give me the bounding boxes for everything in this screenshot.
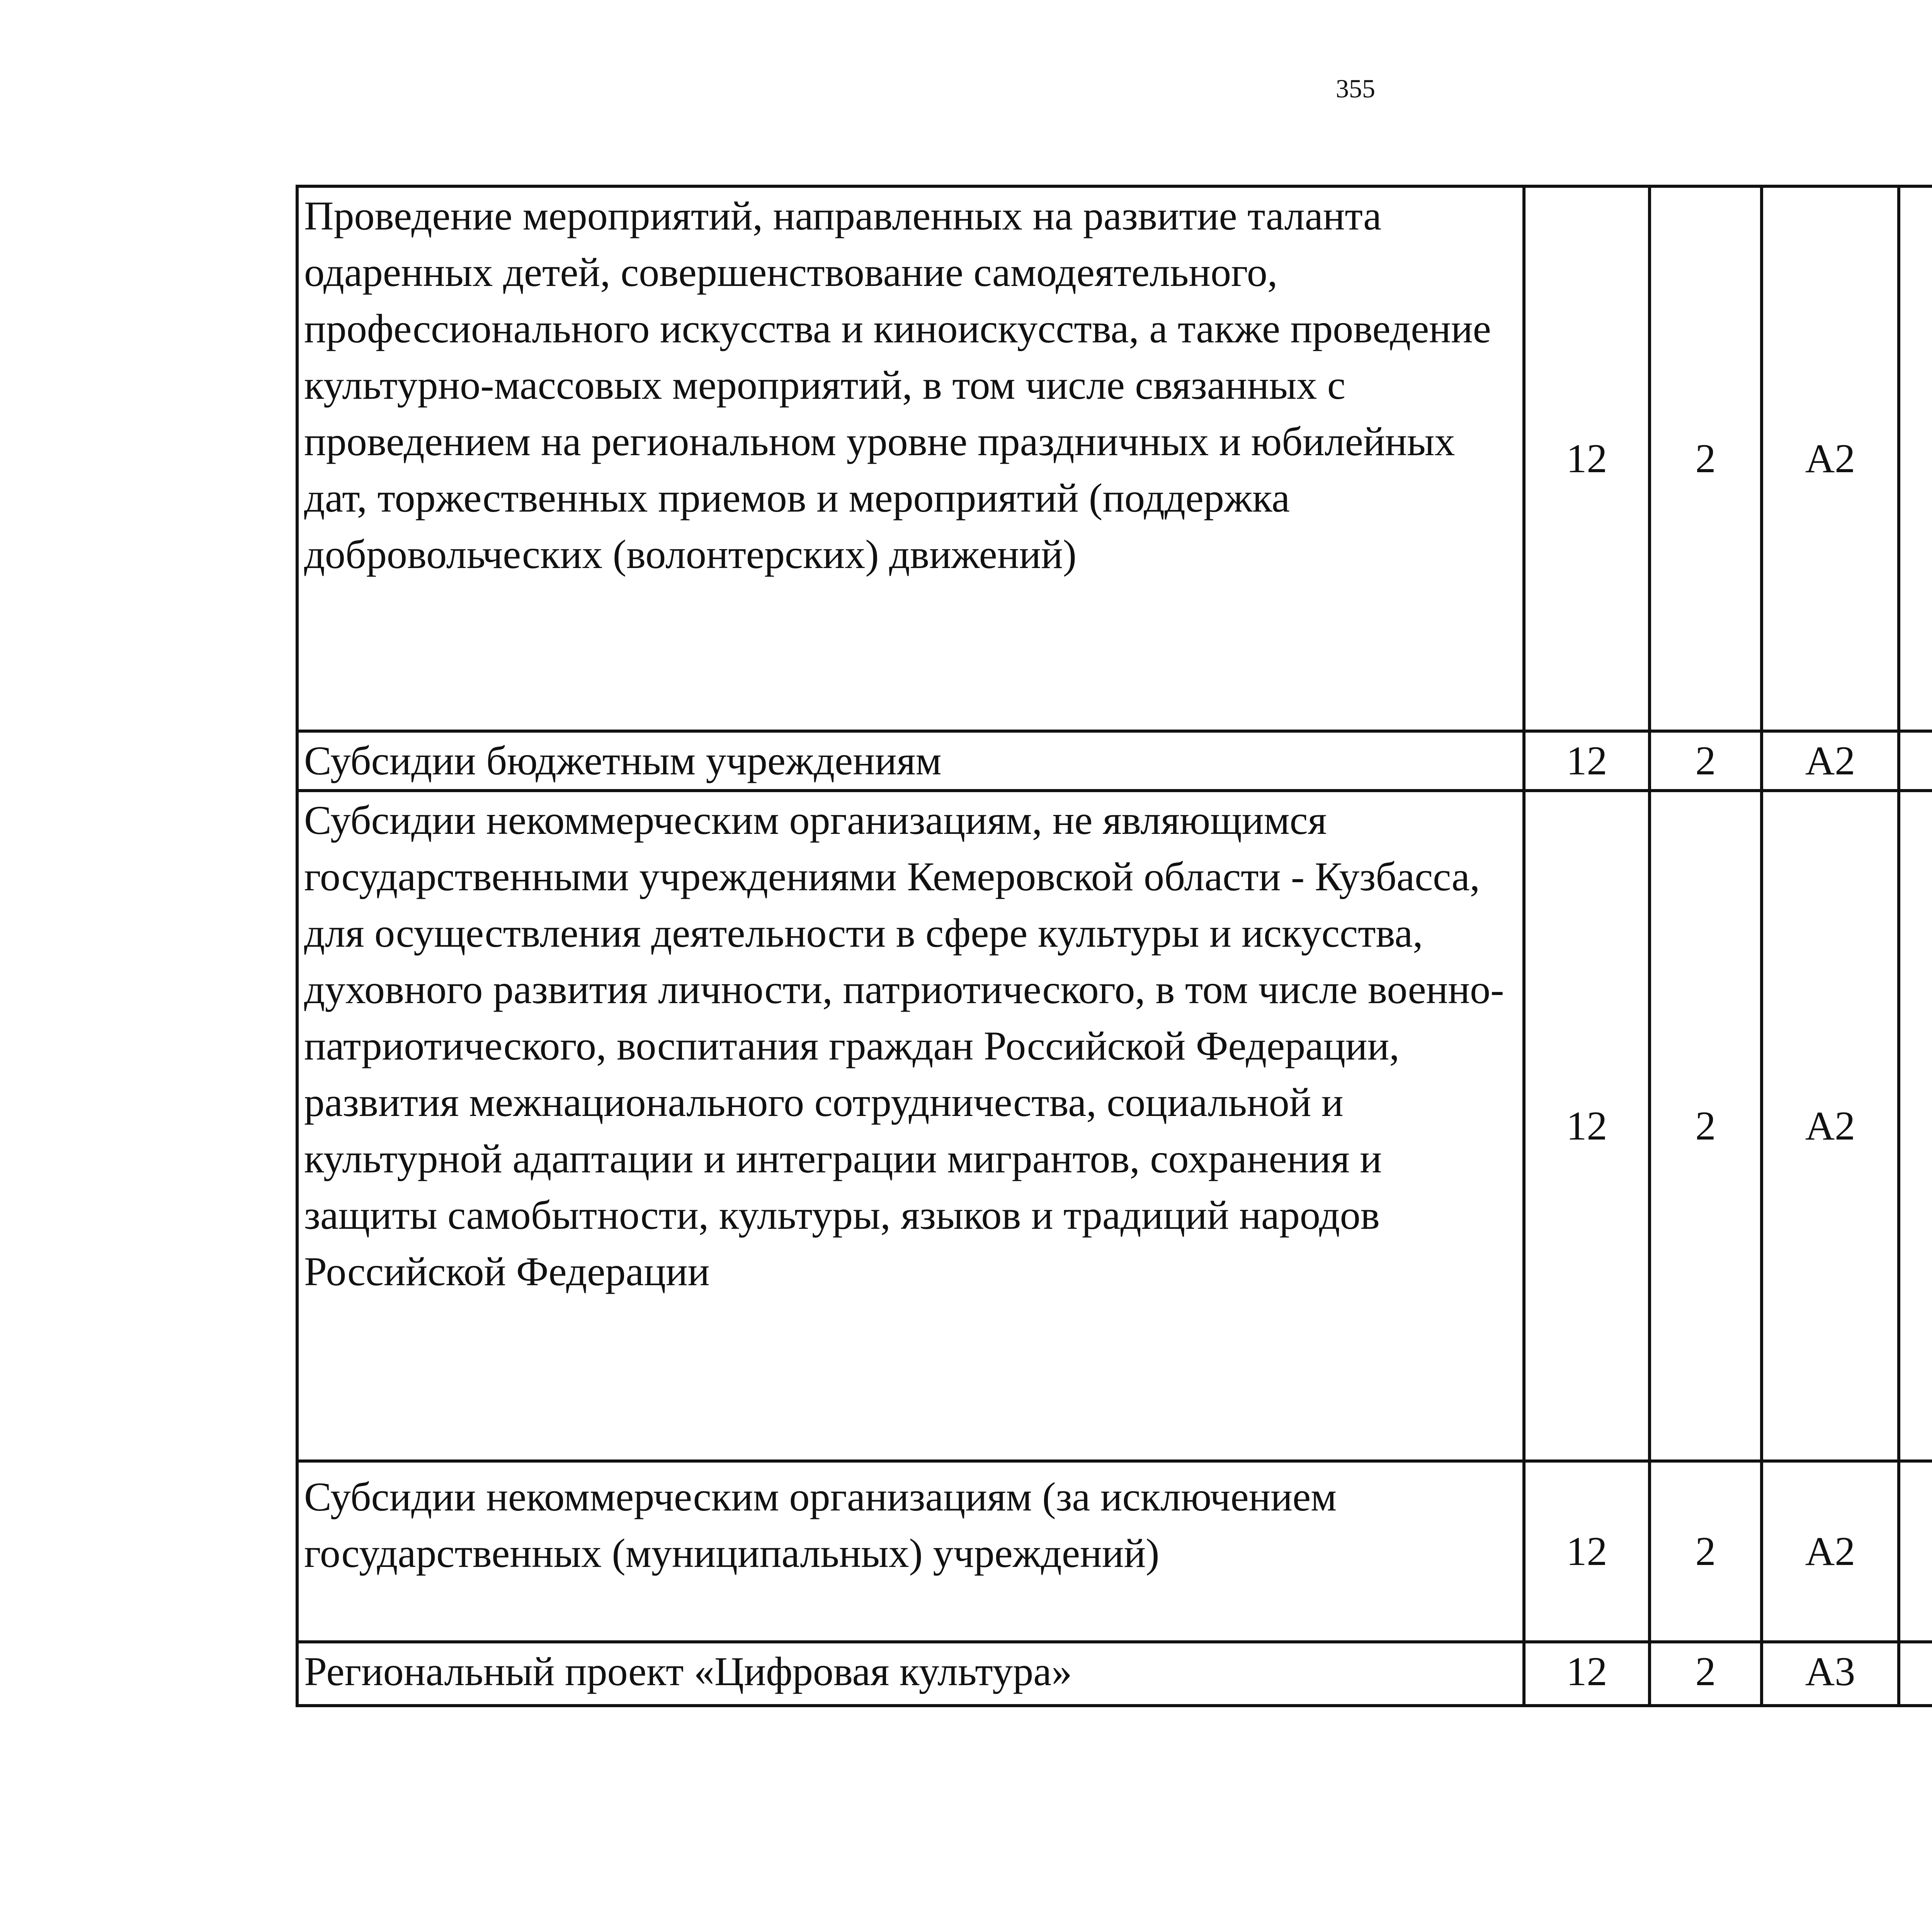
- row-name: Субсидии некоммерческим организациям (за исключением государственных (муниципальных) учреждений): [297, 1461, 1524, 1642]
- section-code: 12: [1524, 791, 1650, 1461]
- subsection-code: 2: [1650, 1642, 1762, 1706]
- page-number: 355: [1336, 74, 1375, 103]
- section-code: 12: [1524, 731, 1650, 791]
- table-row: [297, 186, 1932, 731]
- row-name: Субсидии некоммерческим организациям, не являющимся государственными учреждениями Кемеровской области - Кузбасса, для осуществления деятельности в сфере культуры и искусства, духовного развития личности, патриотического, в том числе военно-патриотического, воспитания граждан Российской Федерации, развития межнационального сотрудничества, социальной и культурной адаптации и интеграции мигрантов, сохранения и защиты самобытности, культуры, языков и традиций народов Российской Федерации: [297, 791, 1524, 1461]
- target-code: [1899, 791, 1932, 1461]
- row-name: Региональный проект «Цифровая культура»: [297, 1642, 1524, 1706]
- table-row: [297, 1461, 1932, 1642]
- target-prefix: А3: [1762, 1642, 1899, 1706]
- section-code: 12: [1524, 1642, 1650, 1706]
- row-name: Проведение мероприятий, направленных на развитие таланта одаренных детей, совершенствование самодеятельного, профессионального искусства и киноискусства, а также проведение культурно-массовых мероприятий, в том числе связанных с проведением на региональном уровне праздничных и юбилейных дат, торжественных приемов и мероприятий (поддержка добровольческих (волонтерских) движений): [297, 186, 1524, 731]
- target-code: [1899, 186, 1932, 731]
- target-prefix: А2: [1762, 1461, 1899, 1642]
- subsection-code: 2: [1650, 791, 1762, 1461]
- target-code: [1899, 1461, 1932, 1642]
- subsection-code: 2: [1650, 186, 1762, 731]
- target-prefix: А2: [1762, 186, 1899, 731]
- target-prefix: А2: [1762, 791, 1899, 1461]
- subsection-code: 2: [1650, 1461, 1762, 1642]
- row-name: Субсидии бюджетным учреждениям: [297, 731, 1524, 791]
- section-code: 12: [1524, 186, 1650, 731]
- table-row: [297, 731, 1932, 791]
- section-code: 12: [1524, 1461, 1650, 1642]
- target-prefix: А2: [1762, 731, 1899, 791]
- target-code: [1899, 1642, 1932, 1706]
- target-code: [1899, 731, 1932, 791]
- subsection-code: 2: [1650, 731, 1762, 791]
- table-row: [297, 1642, 1932, 1706]
- table-row: [297, 791, 1932, 1461]
- budget-table: [296, 185, 1932, 1707]
